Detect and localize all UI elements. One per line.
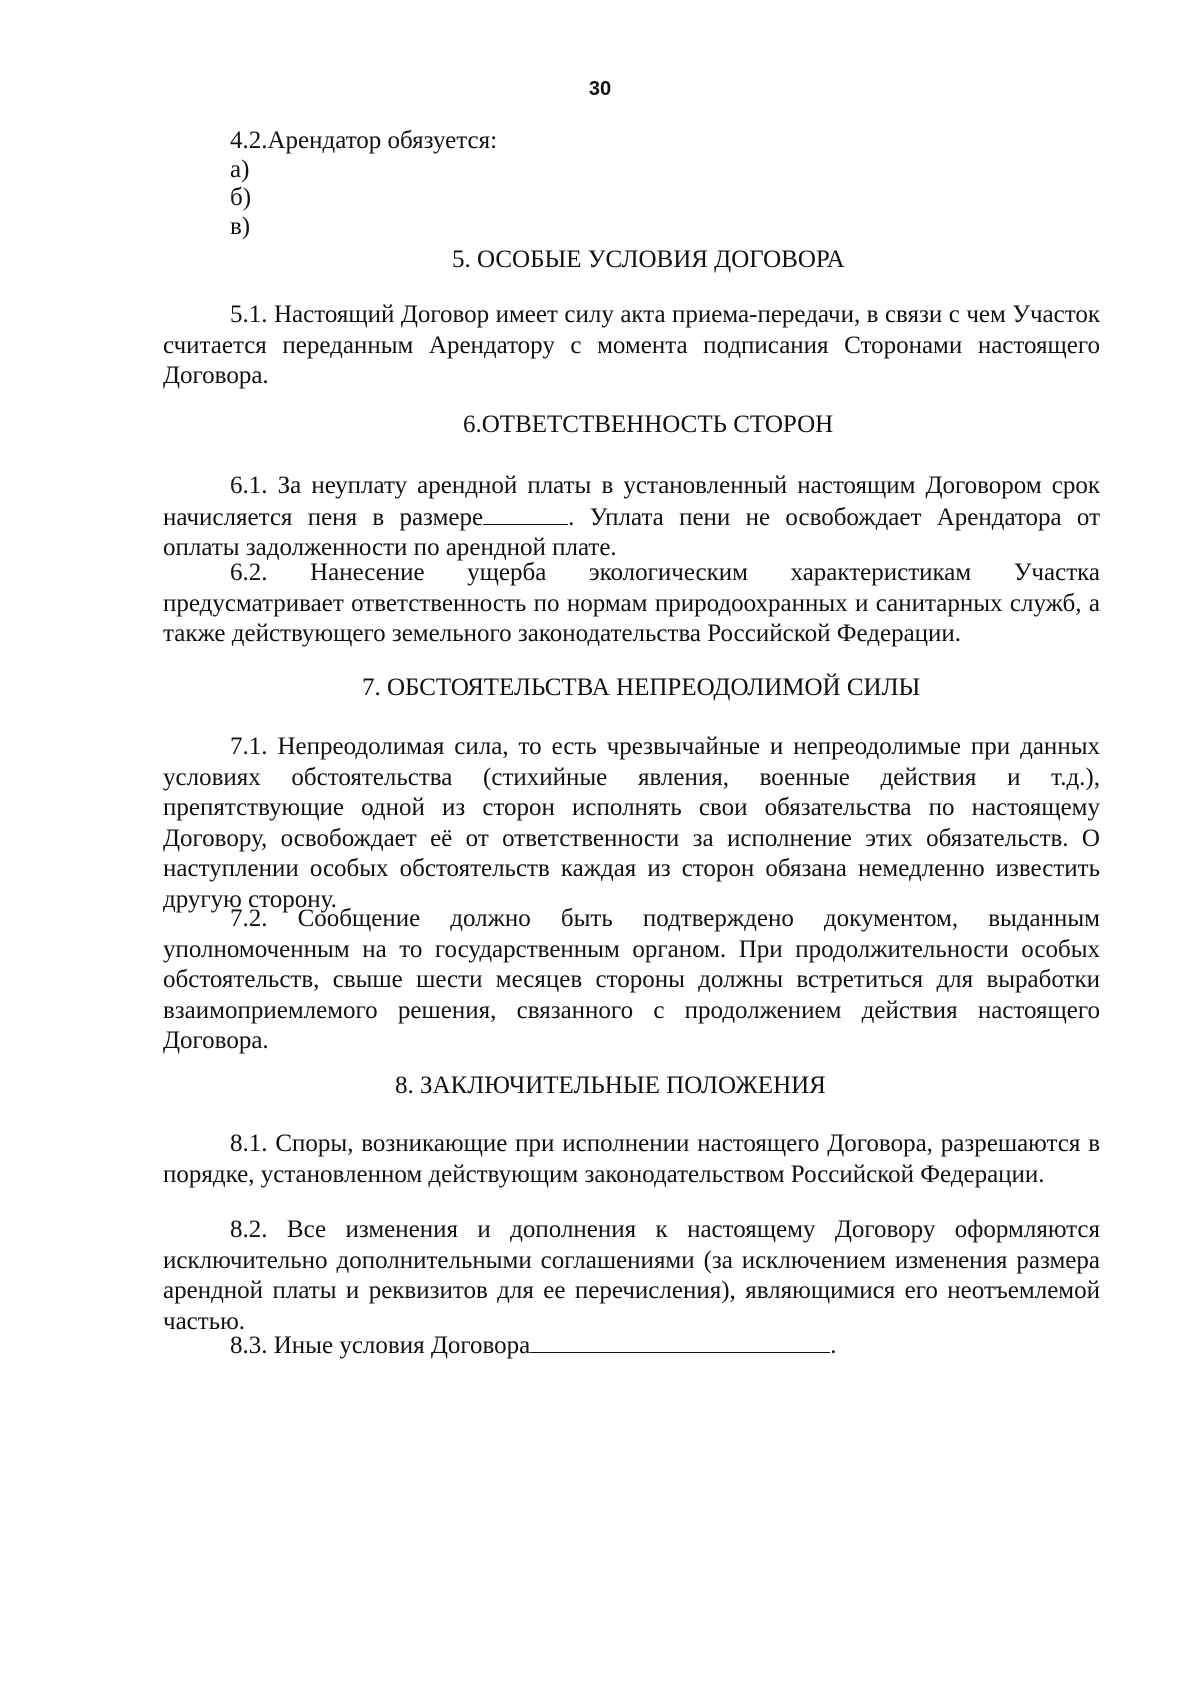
list-item-v: в) [230,213,251,240]
clause-6-2-text: 6.2. Нанесение ущерба экологическим характеристикам Участка предусматривает ответственность по нормам природоохранных и санитарных служб, а также действующего земельного законодательства Российской Федерации. [163,559,1100,647]
clause-6-1-text-start: 6.1. За неуплату арендной платы в установленный настоящим Договором срок начисляется пеня в размере [163,472,1100,531]
section-6-heading: 6.ОТВЕТСТВЕННОСТЬ СТОРОН [463,411,834,438]
clause-5-1 [163,300,1100,392]
penalty-blank [483,502,568,525]
clause-8-1 [163,1129,1100,1190]
clause-8-3-end: . [830,1332,837,1359]
clause-8-2 [163,1215,1100,1337]
list-item-a: а) [230,156,250,183]
clause-7-2-text: 7.2. Сообщение должно быть подтверждено документом, выданным уполномоченным на то государственным органом. При продолжительности особых обстоятельств, свыше шести месяцев стороны должны встретиться для выработки взаимоприемлемого решения, связанного с продолжением действия настоящего Договора. [163,905,1100,1054]
clause-7-1-text: 7.1. Непреодолимая сила, то есть чрезвычайные и непреодолимые при данных условиях обстоятельства (стихийные явления, военные действия и т.д.), препятствующие одной из сторон исполнять свои обязательства по настоящему Договору, освобождает её от ответственности за исполнение этих обязательств. О наступлении особых обстоятельств каждая из сторон обязана немедленно известить другую сторону. [163,733,1100,913]
list-item-b: б) [230,184,252,211]
clause-8-2-text: 8.2. Все изменения и дополнения к настоящему Договору оформляются исключительно дополнительными соглашениями (за исключением изменения размера арендной платы и реквизитов для ее перечисления), являющимися его неотъемлемой частью. [163,1216,1100,1335]
clause-7-2 [163,904,1100,1057]
clause-7-1 [163,732,1100,915]
clause-8-3 [230,1330,837,1361]
page-number: 30 [588,78,612,100]
clause-6-2 [163,558,1100,650]
clause-5-1-text: 5.1. Настоящий Договор имеет силу акта приема-передачи, в связи с чем Участок считается переданным Арендатору с момента подписания Сторонами настоящего Договора. [163,301,1100,389]
clause-6-1-text-end: . Уплата пени не освобождает Арендатора от оплаты задолженности по арендной плате. [163,503,1100,561]
section-7-heading: 7. ОБСТОЯТЕЛЬСТВА НЕПРЕОДОЛИМОЙ СИЛЫ [362,674,921,701]
section-5-heading: 5. ОСОБЫЕ УСЛОВИЯ ДОГОВОРА [452,246,845,273]
clause-8-3-text: 8.3. Иные условия Договора [230,1332,531,1359]
clause-6-1 [163,471,1100,564]
other-terms-blank [530,1330,830,1353]
clause-8-1-text: 8.1. Споры, возникающие при исполнении настоящего Договора, разрешаются в порядке, установленном действующим законодательством Российской Федерации. [163,1130,1100,1188]
section-8-heading: 8. ЗАКЛЮЧИТЕЛЬНЫЕ ПОЛОЖЕНИЯ [395,1072,826,1099]
clause-4-2: 4.2.Арендатор обязуется: [230,127,498,154]
